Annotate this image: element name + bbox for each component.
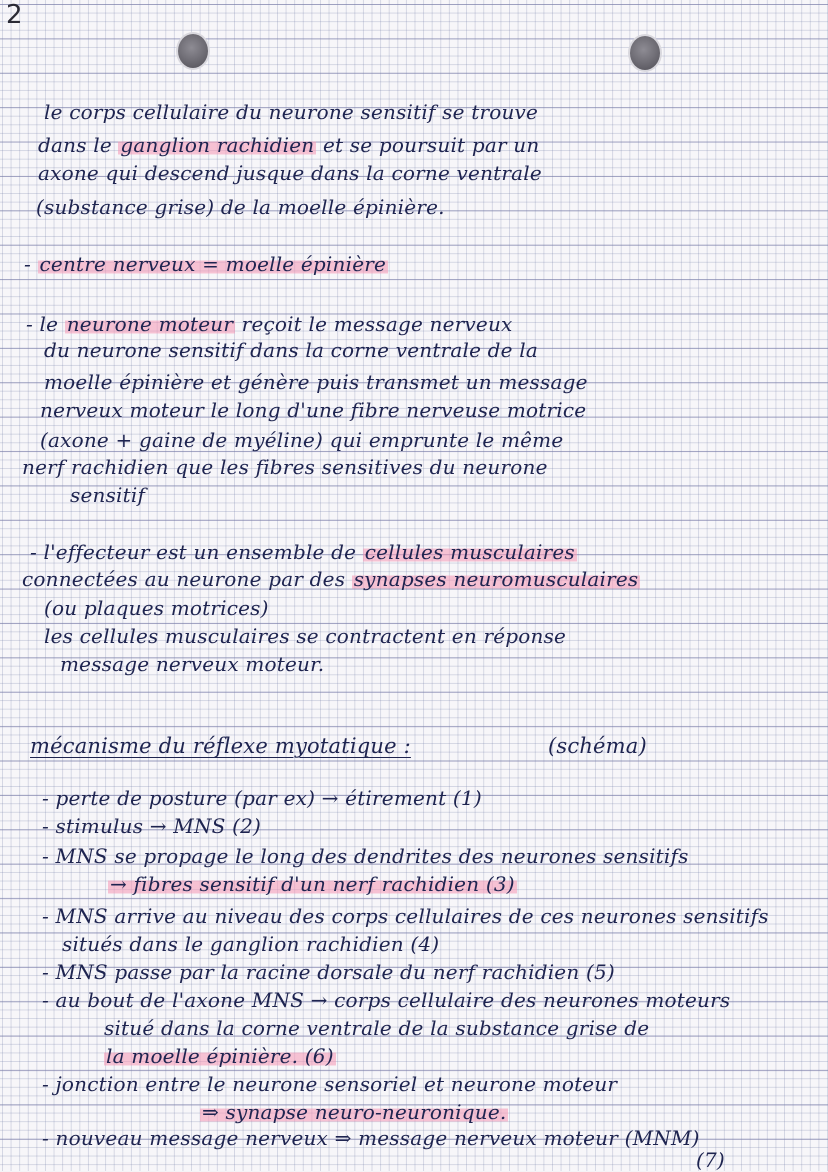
step-line: - perte de posture (par ex) → étirement (1) [42, 786, 482, 810]
text-line: - centre nerveux = moelle épinière [24, 252, 387, 276]
text-line: nerf rachidien que les fibres sensitives du neurone [22, 455, 548, 479]
step-line: - au bout de l'axone MNS → corps cellulaire des neurones moteurs [42, 988, 731, 1012]
highlight: la moelle épinière. (6) [106, 1044, 334, 1068]
text-line: message nerveux moteur. [60, 652, 325, 676]
text-line: (substance grise) de la moelle épinière. [36, 195, 445, 219]
step-line [108, 872, 517, 896]
text-line: - le neurone moteur reçoit le message nerveux [26, 312, 513, 336]
section-note: (schéma) [548, 734, 647, 758]
text-line: du neurone sensitif dans la corne ventrale de la [44, 338, 538, 362]
step-line: situés dans le ganglion rachidien (4) [62, 932, 440, 956]
highlight: cellules musculaires [364, 540, 575, 564]
highlight: centre nerveux = moelle épinière [39, 252, 387, 276]
page-number: 2 [6, 0, 23, 30]
section-title: mécanisme du réflexe myotatique : [30, 734, 411, 758]
text-line: connectées au neurone par des synapses neuromusculaires [22, 567, 639, 591]
text-line: - l'effecteur est un ensemble de cellules musculaires [30, 540, 575, 564]
step-line: - stimulus → MNS (2) [42, 814, 262, 838]
step-line: (7) [696, 1148, 725, 1172]
text-line: axone qui descend jusque dans la corne ventrale [38, 161, 542, 185]
text-line: le corps cellulaire du neurone sensitif se trouve [44, 100, 539, 124]
text-line: dans le ganglion rachidien et se poursuit par un [38, 133, 540, 157]
step-line: situé dans la corne ventrale de la substance grise de [104, 1016, 650, 1040]
text-line: moelle épinière et génère puis transmet un message [44, 370, 588, 394]
step-line: - jonction entre le neurone sensoriel et neurone moteur [42, 1072, 618, 1096]
highlight: synapses neuromusculaires [353, 567, 639, 591]
highlight: → fibres sensitif d'un nerf rachidien (3) [110, 872, 515, 896]
text-line: (ou plaques motrices) [44, 596, 269, 620]
step-line: - nouveau message nerveux ⇒ message nerveux moteur (MNM) [42, 1126, 700, 1150]
text-line: nerveux moteur le long d'une fibre nerveuse motrice [40, 398, 587, 422]
step-line [200, 1100, 508, 1124]
highlight: neurone moteur [66, 312, 234, 336]
highlight: ⇒ synapse neuro-neuronique. [202, 1100, 507, 1124]
text-line: (axone + gaine de myéline) qui emprunte le même [40, 428, 564, 452]
step-line: - MNS passe par la racine dorsale du nerf rachidien (5) [42, 960, 615, 984]
step-line [104, 1044, 336, 1068]
binder-hole-left [178, 34, 208, 68]
text-line: sensitif [70, 483, 146, 507]
highlight: ganglion rachidien [120, 133, 315, 157]
step-line: - MNS arrive au niveau des corps cellulaires de ces neurones sensitifs [42, 904, 769, 928]
text-line: les cellules musculaires se contractent en réponse [44, 624, 567, 648]
step-line: - MNS se propage le long des dendrites des neurones sensitifs [42, 844, 689, 868]
binder-hole-right [630, 36, 660, 70]
